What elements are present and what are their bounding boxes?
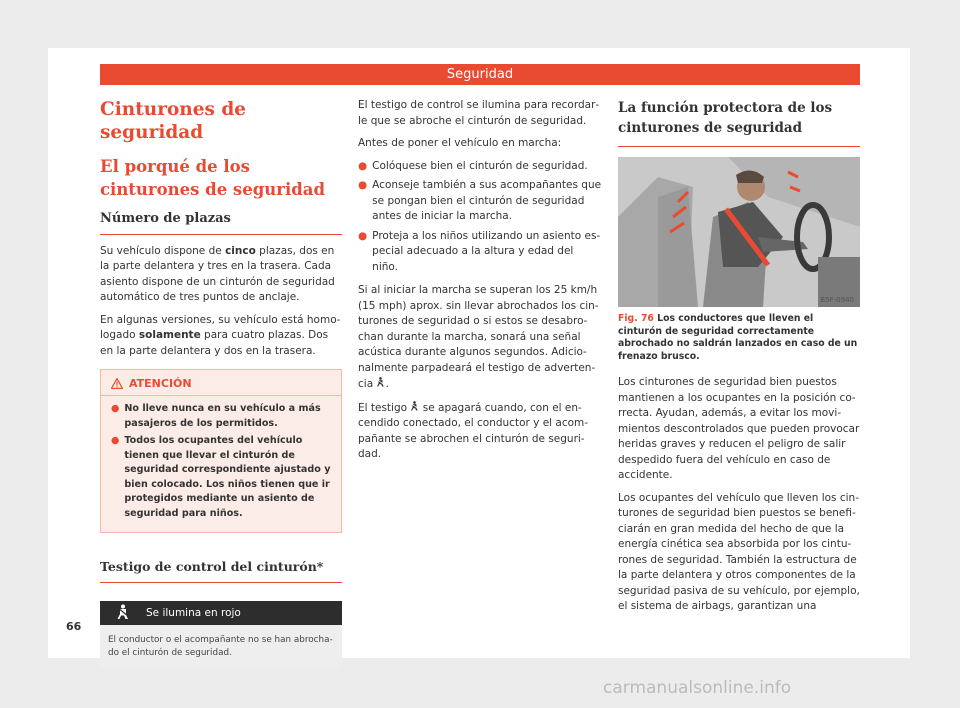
page-number: 66 (66, 620, 82, 633)
seats-heading: Número de plazas (100, 211, 342, 235)
figure-code: B5F-0940 (820, 296, 854, 304)
list-item: ● Proteja a los niños utilizando un asiento especial adecuado a la altura y edad del niño. (358, 229, 601, 273)
watermark: carmanualsonline.info (603, 678, 792, 698)
warning-header (101, 370, 341, 396)
acoustic-signal-paragraph: Si al iniciar la marcha se superan los 25 km/h (15 mph) aprox. sin llevar abrochados los cinturones de seguridad o si estos se desabrochan durante la marcha, sonará una señal acústica durante algunos segundos. Adicionalmente parpadeará el testigo de advertencia . (358, 284, 599, 390)
seats-paragraph-2: En algunas versiones, su vehículo está homologado solamente para cuatro plazas. Dos en la parte delantera y dos en la trasera. (100, 313, 341, 357)
protection-paragraph-1: Los cinturones de seguridad bien puestos mantienen a los ocupantes en la posición correcta. Ayudan, además, a evitar los movimientos descontrolados que pueden provocar heridas graves y reducen el peligro de salir despedido fuera del vehículo en caso de accidente. (618, 376, 860, 481)
column-middle (358, 98, 602, 470)
warning-title: ATENCIÓN (129, 377, 192, 391)
before-driving-paragraph: Antes de poner el vehículo en marcha: (358, 137, 562, 149)
list-item: ● Colóquese bien el cinturón de seguridad. (358, 159, 588, 172)
figure-driver-seatbelt (618, 157, 860, 307)
protection-heading: La función protectora de los cinturones de seguridad (618, 98, 860, 147)
lamp-off-paragraph: El testigo se apagará cuando, con el encendido conectado, el conductor y el acompañante se abrochen el cinturón de seguridad. (358, 401, 589, 460)
lamp-heading: Testigo de control del cinturón* (100, 559, 342, 583)
lamp-table-header-text: Se ilumina en rojo (146, 607, 241, 620)
section-header: Seguridad (100, 64, 860, 85)
page-title: Cinturones de seguridad (100, 99, 247, 144)
lamp-table (100, 601, 342, 669)
reminder-paragraph: El testigo de control se ilumina para recordarle que se abroche el cinturón de seguridad. (358, 99, 600, 127)
figure-caption: Fig. 76 Los conductores que lleven el cinturón de seguridad correctamente abrochado no saldrán lanzados en caso de un frenazo brusco. (618, 313, 858, 362)
warning-box (100, 369, 342, 533)
section-subtitle: El porqué de los cinturones de seguridad (100, 157, 325, 199)
column-right (618, 98, 860, 622)
seats-paragraph-1: Su vehículo dispone de cinco plazas, dos en la parte delantera y tres en la trasera. Cada asiento dispone de un cinturón de seguridad automático de tres puntos de anclaje. (100, 244, 335, 304)
warning-item: ● No lleve nunca en su vehículo a más pasajeros de los permitidos. (111, 403, 321, 429)
warning-item: ● Todos los ocupantes del vehículo tienen que llevar el cinturón de seguridad correspondiente ajustado y bien colocado. Los niños tienen que ir protegidos mediante un asiento de seguridad para niños. (111, 435, 331, 519)
driver-illustration (618, 157, 860, 307)
seatbelt-warning-icon (116, 604, 130, 620)
list-item: ● Aconseje también a sus acompañantes que se pongan bien el cinturón de seguridad antes de iniciar la marcha. (358, 179, 602, 222)
protection-paragraph-2: Los ocupantes del vehículo que lleven los cinturones de seguridad bien puestos se beneficiarán en gran medida del hecho de que la energía cinética sea absorbida por los cinturones de seguridad. También la estructura de la parte delantera y otros componentes de la seguridad pasiva de su vehículo, por ejemplo, el sistema de airbags, garantizan una (618, 491, 860, 612)
column-left (100, 98, 342, 669)
warning-triangle-icon (111, 378, 123, 389)
lamp-table-header (100, 601, 342, 625)
lamp-table-body: El conductor o el acompañante no se han abrochado el cinturón de seguridad. (100, 625, 342, 669)
